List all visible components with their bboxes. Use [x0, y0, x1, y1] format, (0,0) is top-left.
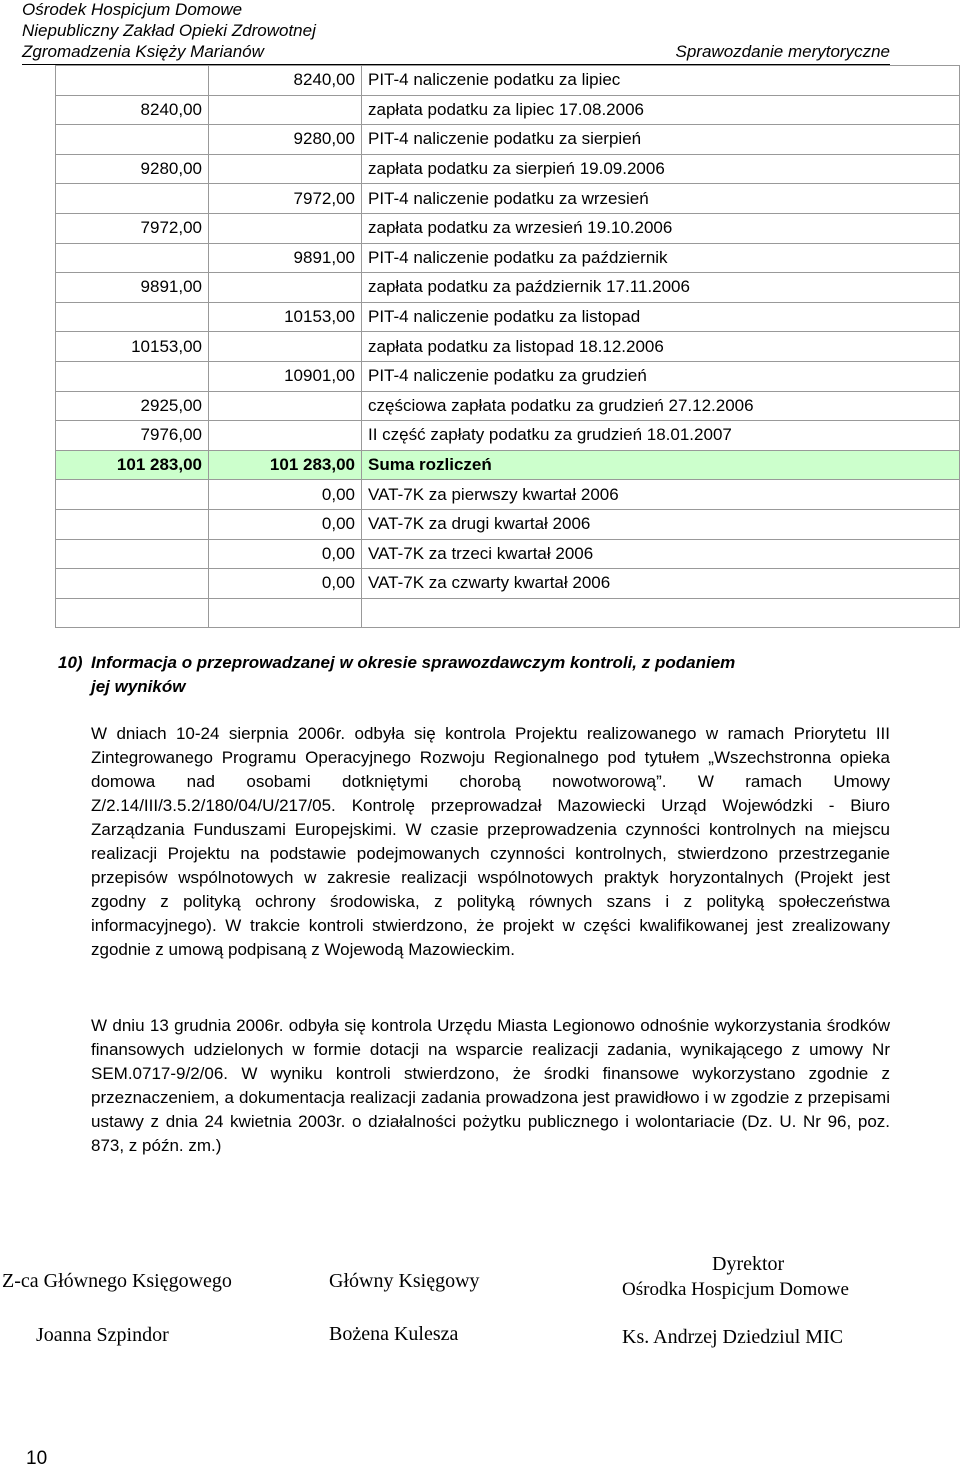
paragraph-audit-project: W dniach 10-24 sierpnia 2006r. odbyła się kontrola Projektu realizowanego w ramach Priorytetu III Zintegrowanego Programu Operacyjnego Rozwoju Regionalnego pod tytułem „Wszechstronna opieka domowa nad osobami dotkniętymi chorobą nowotworową”. W ramach Umowy Z/2.14/III/3.5.2/180/04/U/217/05. Kontrolę przeprowadzał Mazowiecki Urząd Wojewódzki - Biuro Zarządzania Funduszami Europejskimi. W czasie przeprowadzenia czynności kontrolnych na miejscu realizacji Projektu na podstawie podejmowanych czynności kontrolnych, stwierdzono przestrzeganie przepisów wspólnotowych w zakresie realizacji wspólnotowych praktyk horyzontalnych (Projekt jest zgodny z polityką ochrony środowiska, z polityką równych szans i z polityką społeczeństwa informacyjnego). W trakcie kontroli stwierdzono, że projekt w części kwalifikowanej jest zrealizowany zgodnie z umową podpisaną z Wojewodą Mazowieckim. — [91, 724, 890, 959]
table-row — [56, 539, 960, 569]
table-cell-accrued: 101 283,00 — [209, 450, 362, 480]
table-cell-accrued: 9891,00 — [209, 243, 362, 273]
table-cell-accrued — [209, 213, 362, 243]
table-cell-paid — [56, 569, 209, 599]
table-cell-paid: 101 283,00 — [56, 450, 209, 480]
section-heading — [58, 651, 898, 699]
table-cell-accrued: 9280,00 — [209, 125, 362, 155]
table-cell-description: II część zapłaty podatku za grudzień 18.01.2007 — [362, 421, 960, 451]
table-cell-accrued: 0,00 — [209, 539, 362, 569]
signature-director-title: Dyrektor — [712, 1253, 785, 1275]
table-row — [56, 66, 960, 96]
table-row — [56, 509, 960, 539]
paragraph-audit-city: W dniu 13 grudnia 2006r. odbyła się kontrola Urzędu Miasta Legionowo odnośnie wykorzystania środków finansowych udzielonych w formie dotacji na wsparcie realizacji zadania, wynikającego z umowy Nr SEM.0717-9/2/06. W wyniku kontroli stwierdzono, że środki finansowe wykorzystano zgodnie z przeznaczeniem, a dokumentacja realizacji zadania prowadzona jest prawidłowo i w zgodzie z przepisami ustawy z dnia 24 kwietnia 2003r. o działalności pożytku publicznego i wolontariacie (Dz. U. Nr 96, poz. 873, z późn. zm.) — [91, 1016, 890, 1155]
signature-deputy-accountant-name: Joanna Szpindor — [36, 1324, 169, 1346]
table-cell-accrued — [209, 421, 362, 451]
table-cell-description: PIT-4 naliczenie podatku za grudzień — [362, 361, 960, 391]
section-title-line1: Informacja o przeprowadzanej w okresie sprawozdawczym kontroli, z podaniem — [91, 653, 736, 672]
table-cell-description: VAT-7K za pierwszy kwartał 2006 — [362, 480, 960, 510]
table-cell-paid — [56, 598, 209, 628]
table-cell-accrued — [209, 273, 362, 303]
table-cell-description: PIT-4 naliczenie podatku za lipiec — [362, 66, 960, 96]
table-cell-paid — [56, 480, 209, 510]
table-cell-paid — [56, 184, 209, 214]
table-cell-paid: 9280,00 — [56, 154, 209, 184]
table-cell-accrued — [209, 95, 362, 125]
table-row — [56, 125, 960, 155]
signature-chief-accountant-title: Główny Księgowy — [329, 1270, 480, 1292]
table-row — [56, 213, 960, 243]
table-row — [56, 480, 960, 510]
table-row — [56, 243, 960, 273]
header-congregation: Zgromadzenia Księży Marianów — [22, 42, 264, 61]
table-cell-description: zapłata podatku za listopad 18.12.2006 — [362, 332, 960, 362]
table-cell-accrued: 0,00 — [209, 569, 362, 599]
table-cell-description: PIT-4 naliczenie podatku za wrzesień — [362, 184, 960, 214]
table-cell-accrued: 10153,00 — [209, 302, 362, 332]
header-report-title: Sprawozdanie merytoryczne — [675, 42, 890, 61]
table-row — [56, 421, 960, 451]
table-cell-description: częściowa zapłata podatku za grudzień 27.12.2006 — [362, 391, 960, 421]
table-cell-description: Suma rozliczeń — [362, 450, 960, 480]
table-cell-accrued: 0,00 — [209, 480, 362, 510]
table-row — [56, 598, 960, 628]
table-cell-accrued: 0,00 — [209, 509, 362, 539]
table-cell-accrued — [209, 154, 362, 184]
section-number: 10) — [58, 653, 83, 672]
table-cell-paid — [56, 361, 209, 391]
table-cell-description: PIT-4 naliczenie podatku za sierpień — [362, 125, 960, 155]
table-cell-accrued — [209, 391, 362, 421]
table-cell-description: PIT-4 naliczenie podatku za październik — [362, 243, 960, 273]
table-cell-accrued: 8240,00 — [209, 66, 362, 96]
table-cell-description: PIT-4 naliczenie podatku za listopad — [362, 302, 960, 332]
table-cell-paid: 8240,00 — [56, 95, 209, 125]
table-row — [56, 302, 960, 332]
table-cell-paid: 9891,00 — [56, 273, 209, 303]
header-org-name: Ośrodek Hospicjum Domowe — [22, 0, 243, 19]
table-row — [56, 391, 960, 421]
table-cell-description — [362, 598, 960, 628]
table-cell-paid — [56, 125, 209, 155]
section-title-line2: jej wyników — [91, 677, 186, 696]
table-row — [56, 184, 960, 214]
table-row — [56, 95, 960, 125]
table-cell-paid — [56, 509, 209, 539]
table-cell-paid: 7972,00 — [56, 213, 209, 243]
table-cell-paid — [56, 539, 209, 569]
table-cell-description: zapłata podatku za sierpień 19.09.2006 — [362, 154, 960, 184]
table-row — [56, 361, 960, 391]
table-row — [56, 569, 960, 599]
table-cell-description: zapłata podatku za lipiec 17.08.2006 — [362, 95, 960, 125]
page-number: 10 — [26, 1448, 48, 1469]
tax-settlement-table — [55, 65, 960, 628]
table-row — [56, 332, 960, 362]
table-cell-paid — [56, 66, 209, 96]
signature-deputy-accountant-title: Z-ca Głównego Księgowego — [2, 1270, 232, 1292]
table-cell-paid — [56, 302, 209, 332]
table-cell-paid — [56, 243, 209, 273]
table-row — [56, 154, 960, 184]
signature-director-org: Ośrodka Hospicjum Domowe — [622, 1279, 849, 1300]
table-cell-accrued: 7972,00 — [209, 184, 362, 214]
table-cell-paid: 2925,00 — [56, 391, 209, 421]
signature-chief-accountant-name: Bożena Kulesza — [329, 1323, 459, 1345]
table-cell-description: VAT-7K za trzeci kwartał 2006 — [362, 539, 960, 569]
table-cell-accrued — [209, 332, 362, 362]
table-cell-description: zapłata podatku za październik 17.11.2006 — [362, 273, 960, 303]
table-cell-paid: 7976,00 — [56, 421, 209, 451]
header-org-type: Niepubliczny Zakład Opieki Zdrowotnej — [22, 21, 316, 40]
table-row — [56, 273, 960, 303]
table-row-total — [56, 450, 960, 480]
table-cell-description: VAT-7K za czwarty kwartał 2006 — [362, 569, 960, 599]
table-cell-accrued — [209, 598, 362, 628]
table-cell-description: zapłata podatku za wrzesień 19.10.2006 — [362, 213, 960, 243]
table-cell-paid: 10153,00 — [56, 332, 209, 362]
table-cell-description: VAT-7K za drugi kwartał 2006 — [362, 509, 960, 539]
signature-director-name: Ks. Andrzej Dziedziul MIC — [622, 1326, 844, 1348]
table-cell-accrued: 10901,00 — [209, 361, 362, 391]
